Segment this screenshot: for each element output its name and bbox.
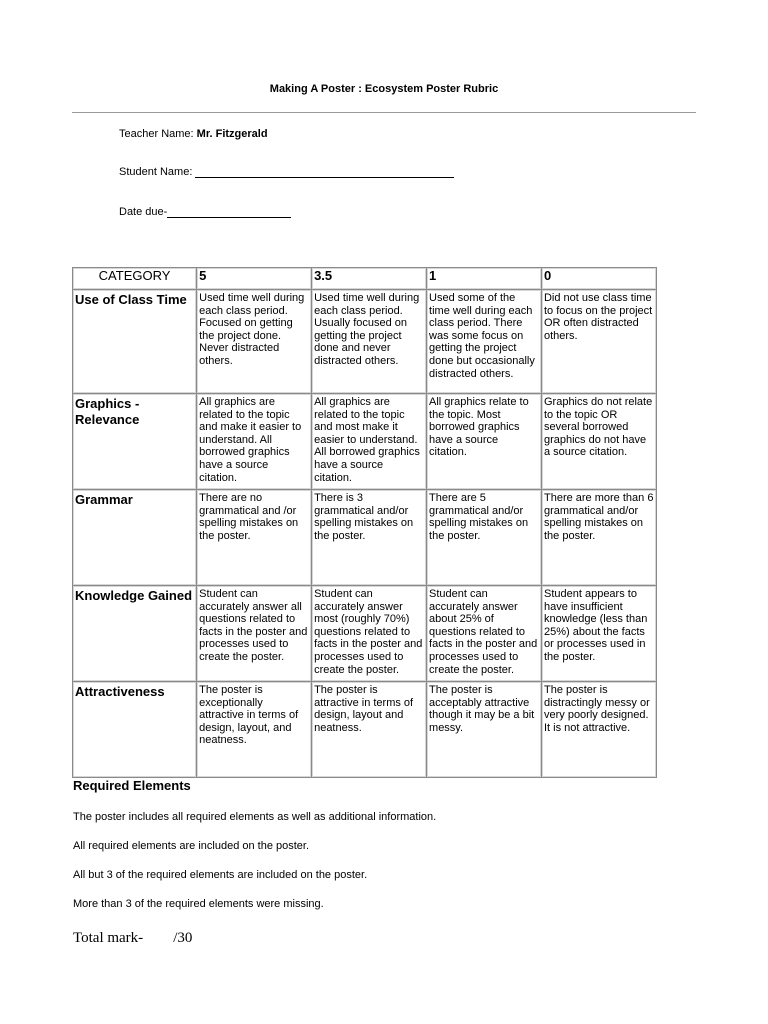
teacher-name-label: Teacher Name: xyxy=(119,128,197,140)
row-category: Knowledge Gained xyxy=(73,586,197,682)
rubric-table xyxy=(72,267,657,778)
cell-score-0: Student appears to have insufficient knowledge (less than 25%) about the facts or processes used in the poster. xyxy=(542,586,657,682)
cell-score-0: The poster is distractingly messy or very poorly designed. It is not attractive. xyxy=(542,682,657,778)
cell-score-5: All graphics are related to the topic and make it easier to understand. All borrowed graphics have a source citation. xyxy=(197,394,312,490)
cell-score-3-5: The poster is attractive in terms of design, layout and neatness. xyxy=(312,682,427,778)
cell-score-5: Used time well during each class period. Focused on getting the project done. Never distracted others. xyxy=(197,290,312,394)
document-title: Making A Poster : Ecosystem Poster Rubric xyxy=(269,83,499,95)
required-item: More than 3 of the required elements were missing. xyxy=(73,898,324,910)
cell-score-3-5: Student can accurately answer most (roughly 70%) questions related to facts in the poster and processes used to create the poster. xyxy=(312,586,427,682)
required-item: All required elements are included on the poster. xyxy=(73,840,310,852)
header-score-3-5: 3.5 xyxy=(312,268,427,290)
cell-score-0: Did not use class time to focus on the project OR often distracted others. xyxy=(542,290,657,394)
header-score-1: 1 xyxy=(427,268,542,290)
total-mark-label: Total mark- xyxy=(73,930,144,946)
student-name-blank[interactable] xyxy=(195,167,454,178)
teacher-name-value: Mr. Fitzgerald xyxy=(196,128,268,140)
student-name-field xyxy=(119,166,454,178)
cell-score-3-5: There is 3 grammatical and/or spelling mistakes on the poster. xyxy=(312,490,427,586)
cell-score-1: There are 5 grammatical and/or spelling mistakes on the poster. xyxy=(427,490,542,586)
rubric-row-attractiveness xyxy=(73,682,657,778)
rubric-row-class-time xyxy=(73,290,657,394)
header-score-5: 5 xyxy=(197,268,312,290)
date-due-blank[interactable] xyxy=(167,207,291,218)
rubric-header-row xyxy=(73,268,657,290)
header-score-0: 0 xyxy=(542,268,657,290)
rubric-row-grammar xyxy=(73,490,657,586)
cell-score-0: There are more than 6 grammatical and/or spelling mistakes on the poster. xyxy=(542,490,657,586)
required-item: The poster includes all required elements as well as additional information. xyxy=(73,811,437,823)
row-category: Grammar xyxy=(73,490,197,586)
cell-score-0: Graphics do not relate to the topic OR several borrowed graphics do not have a source citation. xyxy=(542,394,657,490)
cell-score-5: There are no grammatical and /or spelling mistakes on the poster. xyxy=(197,490,312,586)
teacher-name-field xyxy=(119,128,268,140)
row-category: Attractiveness xyxy=(73,682,197,778)
date-due-label: Date due- xyxy=(119,206,168,218)
cell-score-1: All graphics relate to the topic. Most borrowed graphics have a source citation. xyxy=(427,394,542,490)
cell-score-3-5: Used time well during each class period. Usually focused on getting the project done and never distracted others. xyxy=(312,290,427,394)
cell-score-5: Student can accurately answer all questions related to facts in the poster and processes used to create the poster. xyxy=(197,586,312,682)
header-category: CATEGORY xyxy=(73,268,197,290)
required-item: All but 3 of the required elements are included on the poster. xyxy=(73,869,368,881)
row-category: Graphics - Relevance xyxy=(73,394,197,490)
total-mark xyxy=(73,930,192,947)
title-divider xyxy=(72,112,696,113)
rubric-row-graphics xyxy=(73,394,657,490)
rubric-row-knowledge xyxy=(73,586,657,682)
cell-score-5: The poster is exceptionally attractive in terms of design, layout, and neatness. xyxy=(197,682,312,778)
total-mark-out-of: /30 xyxy=(173,930,193,946)
cell-score-1: Student can accurately answer about 25% of questions related to facts in the poster and processes used to create the poster. xyxy=(427,586,542,682)
row-category: Use of Class Time xyxy=(73,290,197,394)
cell-score-3-5: All graphics are related to the topic and most make it easier to understand. All borrowed graphics have a source citation. xyxy=(312,394,427,490)
required-elements-heading: Required Elements xyxy=(73,778,191,793)
cell-score-1: Used some of the time well during each class period. There was some focus on getting the project done but occasionally distracted others. xyxy=(427,290,542,394)
date-due-field xyxy=(119,206,291,218)
student-name-label: Student Name: xyxy=(119,166,196,178)
cell-score-1: The poster is acceptably attractive though it may be a bit messy. xyxy=(427,682,542,778)
